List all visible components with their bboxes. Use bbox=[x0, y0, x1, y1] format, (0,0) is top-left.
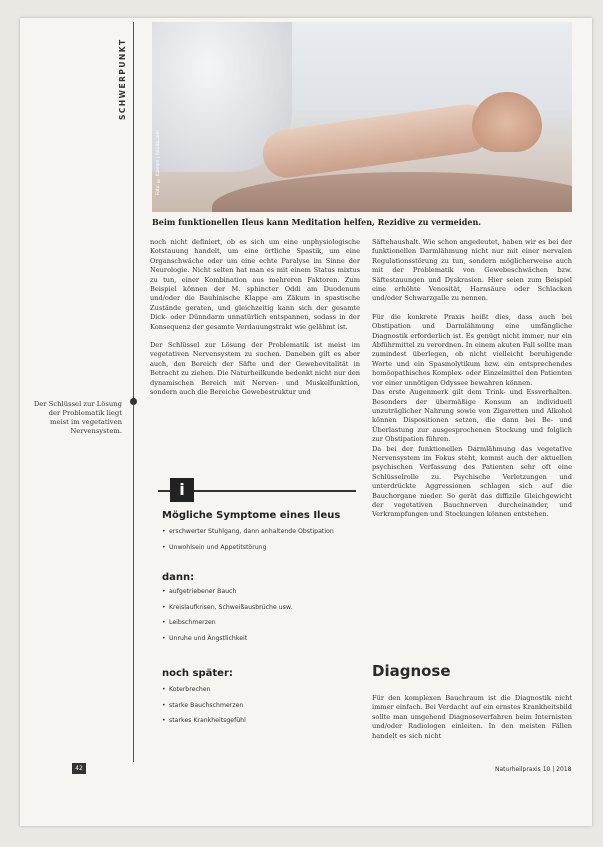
section-heading: Diagnose bbox=[372, 662, 451, 680]
page-number: 42 bbox=[72, 763, 86, 774]
list-item: • aufgetriebener Bauch bbox=[162, 588, 352, 597]
paragraph: Das erste Augenmerk gilt dem Trink- und Essverhalten. Besonders der übermäßige Konsum an individuell unzuträglicher Nahrung sowie von Zigaretten und Alkohol können Dispositionen setzen, die dann bei Be- und Überlastung zur ausgesprochenen Stockung und folglich zur Obstipation führen. bbox=[372, 388, 572, 444]
symptom-infobox bbox=[158, 478, 356, 768]
meditation-photo bbox=[152, 22, 572, 212]
list-item: • Unruhe und Ängstlichkeit bbox=[162, 635, 352, 644]
paragraph: noch nicht definiert, ob es sich um eine unphysiologische Kotstauung handelt, um eine örtliche Spastik, um eine Organschwäche oder um eine echte Paralyse im Sinne der Neurologie. Nicht selten hat man es mit einem Status mixtus zu tun, einer Kombination aus mehreren Faktoren. Zum Beispiel können der M. sphincter Oddi am Duodenum und/oder die Bauhinische Klappe am Zäkum in spastische Zustände geraten, und gleichzeitig kann sich der gesamte Dick- oder Dünndarm unnatürlich entspannen, sodass in der Konsequenz der gesamte Verdauungstrakt wie gelähmt ist. bbox=[150, 238, 360, 331]
paragraph: Für die konkrete Praxis heißt dies, dass auch bei Obstipation und Darmlähmung eine umfängliche Diagnostik erforderlich ist. Es genügt nicht immer, nur ein Abführmittel zu verordnen. In einem akuten Fall sollte man zumindest überlegen, ob nicht vielleicht beruhigende Worte und ein Spasmolytikum bzw. ein entsprechendes homöopathisches Komplex- oder Einzelmittel den Patienten vor einer unnötigen Odyssee bewahren können. bbox=[372, 312, 572, 387]
paragraph: Da bei der funktionellen Darmlähmung das vegetative Nervensystem im Fokus steht, kommt auch der aktuellen psychischen Verfassung des Patienten sehr oft eine Schlüsselrolle zu. Psychische Verletzungen und unterdrückte Aggressionen schlagen sich auf die Bauchorgane nieder. So gerät das diffizile Gleichgewicht der vegetativen Bauchnerven durcheinander, und Verkrampfungen und Stockungen können entstehen. bbox=[372, 444, 572, 519]
list-item: • Kreislaufkrisen, Schweißausbrüche usw. bbox=[162, 604, 352, 613]
left-column bbox=[150, 238, 360, 407]
list-item: • Unwohlsein und Appetitstörung bbox=[162, 544, 352, 553]
list-item: • Koterbrechen bbox=[162, 686, 352, 695]
symptom-list-2 bbox=[162, 588, 352, 650]
paragraph: Säftehaushalt. Wie schon angedeutet, haben wir es bei der funktionellen Darmlähmung nicht nur mit einer nervalen Regulationsstörung zu tun, sondern möglicherweise auch mit der Problematik von Gewebeschwächen bzw. Säftestauungen und Dyskrasien. Hier seien zum Beispiel eine erhöhte Venosität, Harnsäure oder Schlacken und/oder Schwarzgalle zu nennen. bbox=[372, 238, 572, 303]
infobox-subtitle: dann: bbox=[162, 572, 195, 583]
footer: Naturheilpraxis 10 | 2018 bbox=[495, 766, 572, 773]
vertical-divider bbox=[133, 22, 134, 762]
paragraph: Der Schlüssel zur Lösung der Problematik ist meist im vegetativen Nervensystem zu suchen. Daneben gilt es aber auch, den Bereich der Säfte und der Gewebevitalität in Betracht zu ziehen. Die Naturheilkunde bedenkt nicht nur den dynamischen Bereich mit Nerven- und Muskelfunktion, sondern auch die Bereiche Gewebestruktur und bbox=[150, 341, 360, 397]
symptom-list-3 bbox=[162, 686, 352, 733]
right-column bbox=[372, 238, 572, 529]
pullquote: Der Schlüssel zur Lösung der Problematik liegt meist im vegetativen Nervensystem. bbox=[33, 400, 122, 435]
diagnose-paragraph: Für den komplexen Bauchraum ist die Diagnostik nicht immer einfach. Bei Verdacht auf ein ernstes Krankheitsbild sollte man umgehend Diagnoseverfahren beim Internisten und/oder Radiologen einleiten. In den meisten Fällen handelt es sich nicht bbox=[372, 694, 572, 740]
list-item: • starke Bauchschmerzen bbox=[162, 702, 352, 711]
list-item: • erschwerter Stuhlgang, dann anhaltende Obstipation bbox=[162, 528, 352, 537]
divider-dot bbox=[130, 398, 137, 405]
list-item: • starkes Krankheitsgefühl bbox=[162, 717, 352, 726]
photo-leg bbox=[212, 172, 572, 212]
photo-arm bbox=[260, 101, 494, 181]
photo-hand bbox=[472, 92, 542, 152]
infobox-subtitle: noch später: bbox=[162, 668, 233, 679]
list-item: • Leibschmerzen bbox=[162, 619, 352, 628]
photo-caption: Beim funktionellen Ileus kann Meditation helfen, Rezidive zu vermeiden. bbox=[152, 217, 482, 227]
info-icon: i bbox=[170, 478, 194, 502]
photo-credit: Foto: © Kzenon | fotolia.com bbox=[156, 130, 161, 196]
infobox-title: Mögliche Symptome eines Ileus bbox=[162, 510, 341, 521]
symptom-list-1 bbox=[162, 528, 352, 559]
section-label: SCHWERPUNKT bbox=[118, 38, 127, 120]
